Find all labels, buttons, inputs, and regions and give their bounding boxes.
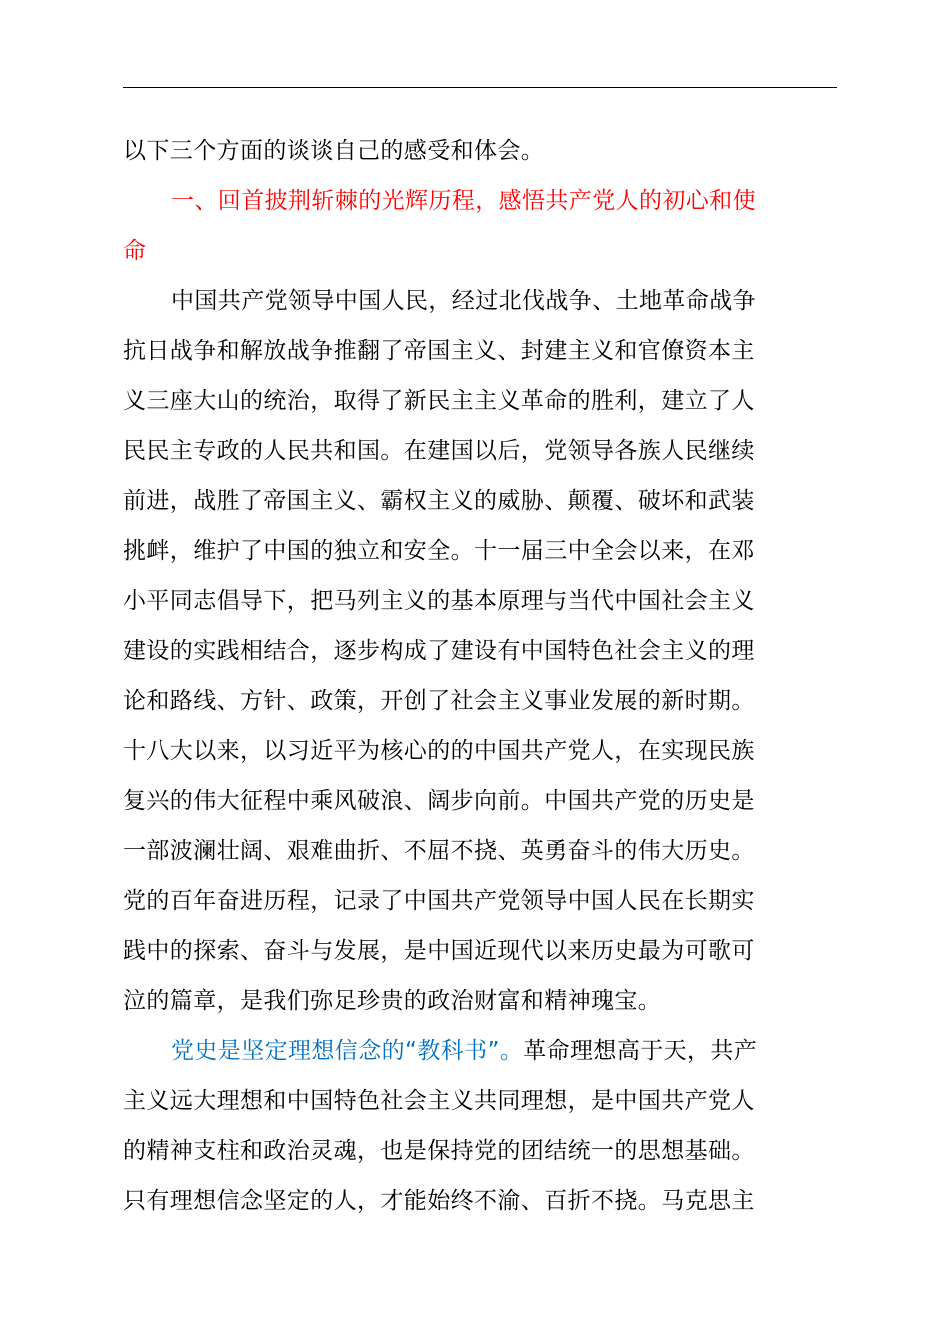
paragraph-2-first-line xyxy=(123,1026,837,1076)
text-line: 义三座大山的统治，取得了新民主主义革命的胜利，建立了人 xyxy=(123,388,755,414)
text-line: 小平同志倡导下，把马列主义的基本原理与当代中国社会主义 xyxy=(123,588,755,614)
highlight-phrase: 党史是坚定理想信念的“教科书”。 xyxy=(171,1038,524,1064)
text-line: 前进，战胜了帝国主义、霸权主义的威胁、颠覆、破坏和武装 xyxy=(123,488,755,514)
text-line: 泣的篇章，是我们弥足珍贵的政治财富和精神瑰宝。 xyxy=(123,988,662,1014)
text-line: 抗日战争和解放战争推翻了帝国主义、封建主义和官僚资本主 xyxy=(123,338,755,364)
header-rule xyxy=(123,87,837,88)
text-line: 主义远大理想和中国特色社会主义共同理想，是中国共产党人 xyxy=(123,1088,755,1114)
text-line: 党的百年奋进历程，记录了中国共产党领导中国人民在长期实 xyxy=(123,888,755,914)
paragraph-2-rest: 革命理想高于天，共产 xyxy=(523,1038,758,1064)
text-line: 复兴的伟大征程中乘风破浪、阔步向前。中国共产党的历史是 xyxy=(123,788,755,814)
text-line: 建设的实践相结合，逐步构成了建设有中国特色社会主义的理 xyxy=(123,638,755,664)
section-heading-line-2: 命 xyxy=(123,238,147,264)
body-text xyxy=(123,126,837,1226)
text-line: 民民主专政的人民共和国。在建国以后，党领导各族人民继续 xyxy=(123,438,755,464)
text-line: 的精神支柱和政治灵魂，也是保持党的团结统一的思想基础。 xyxy=(123,1138,755,1164)
text-line: 论和路线、方针、政策，开创了社会主义事业发展的新时期。 xyxy=(123,688,755,714)
text-line: 以下三个方面的谈谈自己的感受和体会。 xyxy=(123,138,545,164)
paragraph-first-line: 中国共产党领导中国人民，经过北伐战争、土地革命战争 xyxy=(171,288,756,314)
text-line: 挑衅，维护了中国的独立和安全。十一届三中全会以来，在邓 xyxy=(123,538,755,564)
text-line: 践中的探索、奋斗与发展，是中国近现代以来历史最为可歌可 xyxy=(123,938,755,964)
text-line: 只有理想信念坚定的人，才能始终不渝、百折不挠。马克思主 xyxy=(123,1188,755,1214)
text-line: 一部波澜壮阔、艰难曲折、不屈不挠、英勇奋斗的伟大历史。 xyxy=(123,838,755,864)
section-heading-line-1: 一、回首披荆斩棘的光辉历程，感悟共产党人的初心和使 xyxy=(171,188,756,214)
text-line: 十八大以来，以习近平为核心的的中国共产党人，在实现民族 xyxy=(123,738,755,764)
